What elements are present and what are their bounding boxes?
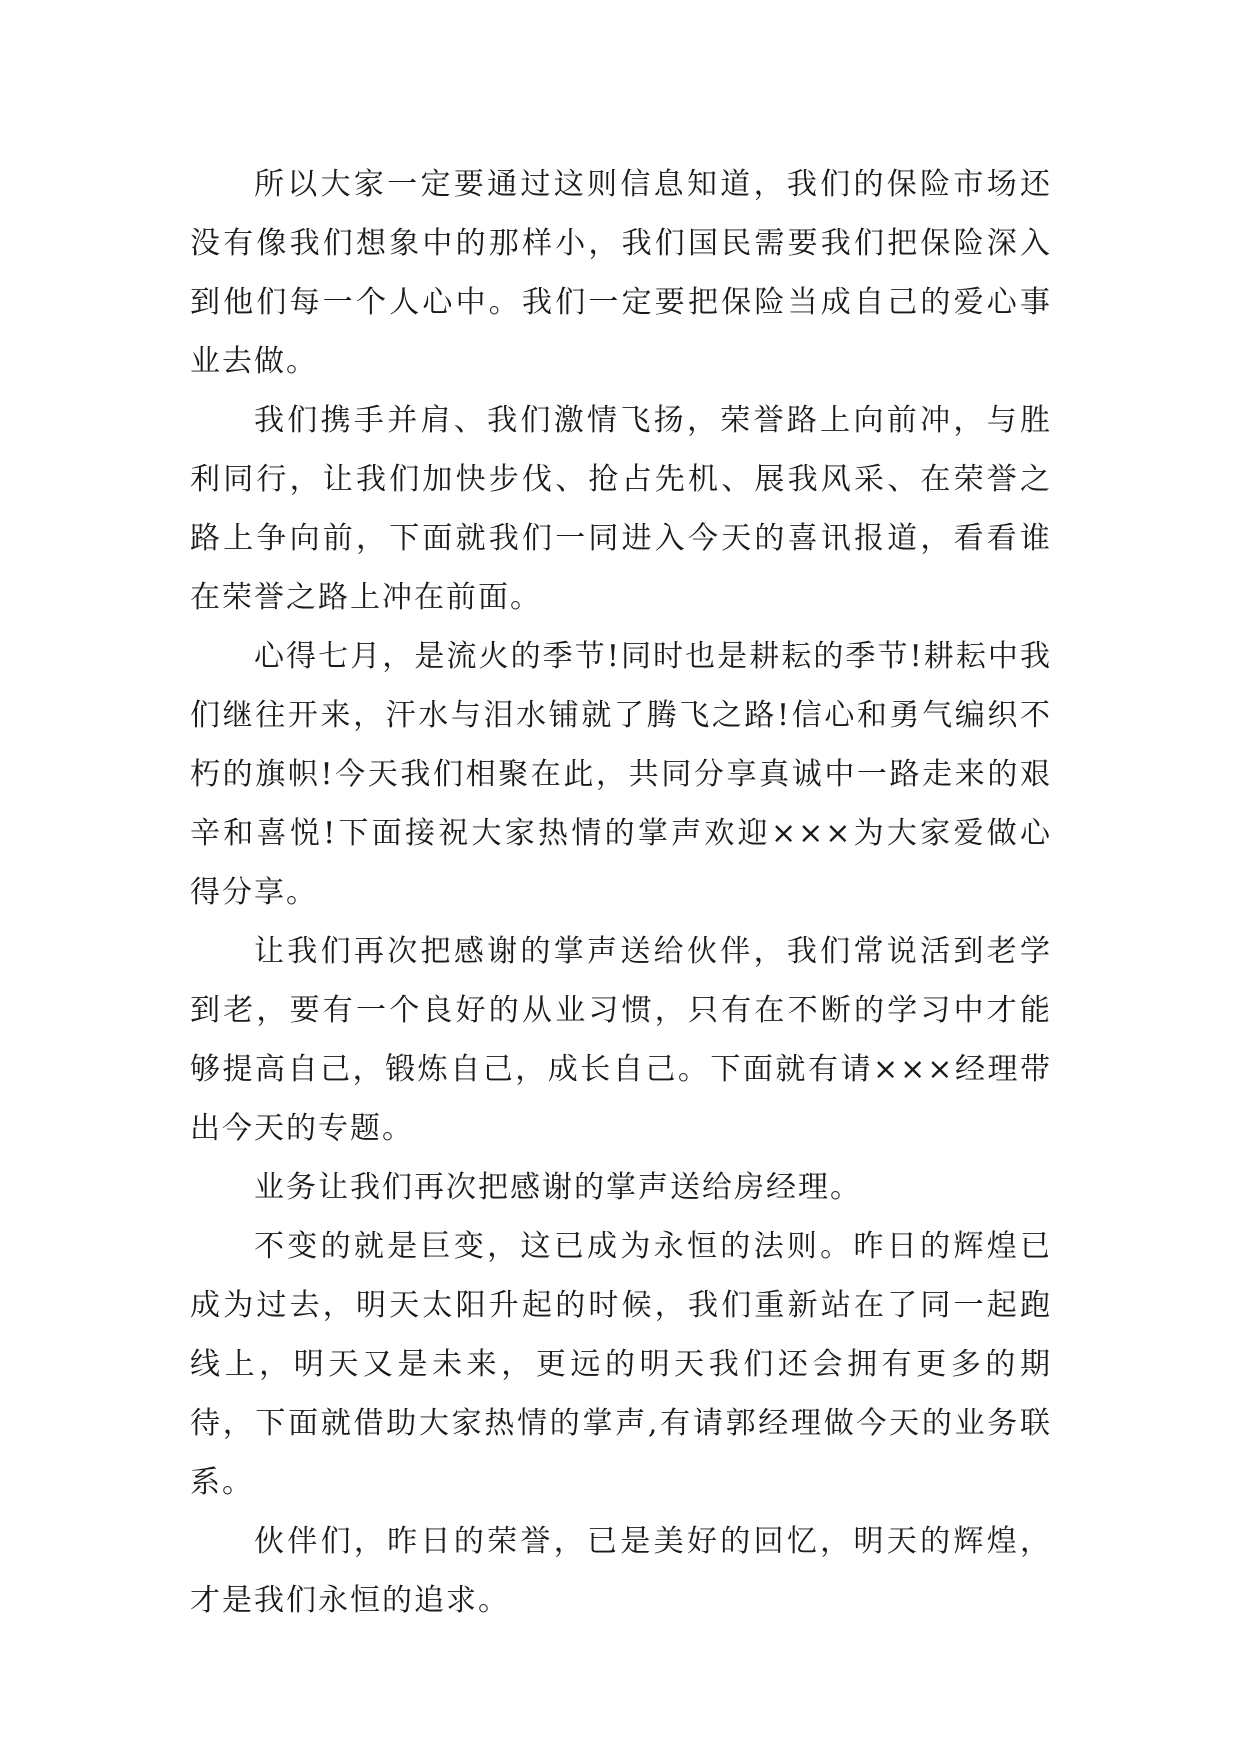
paragraph-1: 所以大家一定要通过这则信息知道，我们的保险市场还没有像我们想象中的那样小，我们国民需要我们把保险深入到他们每一个人心中。我们一定要把保险当成自己的爱心事业去做。 xyxy=(190,167,1052,379)
paragraph-2: 我们携手并肩、我们激情飞扬，荣誉路上向前冲，与胜利同行，让我们加快步伐、抢占先机、展我风采、在荣誉之路上争向前，下面就我们一同进入今天的喜讯报道，看看谁在荣誉之路上冲在前面。 xyxy=(190,403,1052,615)
paragraph-3: 心得七月，是流火的季节!同时也是耕耘的季节!耕耘中我们继往开来，汗水与泪水铺就了腾飞之路!信心和勇气编织不朽的旗帜!今天我们相聚在此，共同分享真诚中一路走来的艰辛和喜悦!下面接祝大家热情的掌声欢迎×××为大家爱做心得分享。 xyxy=(190,639,1052,910)
paragraph-6: 不变的就是巨变，这已成为永恒的法则。昨日的辉煌已成为过去，明天太阳升起的时候，我们重新站在了同一起跑线上，明天又是未来，更远的明天我们还会拥有更多的期待，下面就借助大家热情的掌声,有请郭经理做今天的业务联系。 xyxy=(190,1229,1052,1500)
paragraph-5: 业务让我们再次把感谢的掌声送给房经理。 xyxy=(254,1170,862,1205)
paragraph-4: 让我们再次把感谢的掌声送给伙伴，我们常说活到老学到老，要有一个良好的从业习惯，只有在不断的学习中才能够提高自己，锻炼自己，成长自己。下面就有请×××经理带出今天的专题。 xyxy=(190,934,1052,1146)
document-body xyxy=(190,155,1052,1630)
paragraph-7: 伙伴们，昨日的荣誉，已是美好的回忆，明天的辉煌，才是我们永恒的追求。 xyxy=(190,1524,1052,1618)
